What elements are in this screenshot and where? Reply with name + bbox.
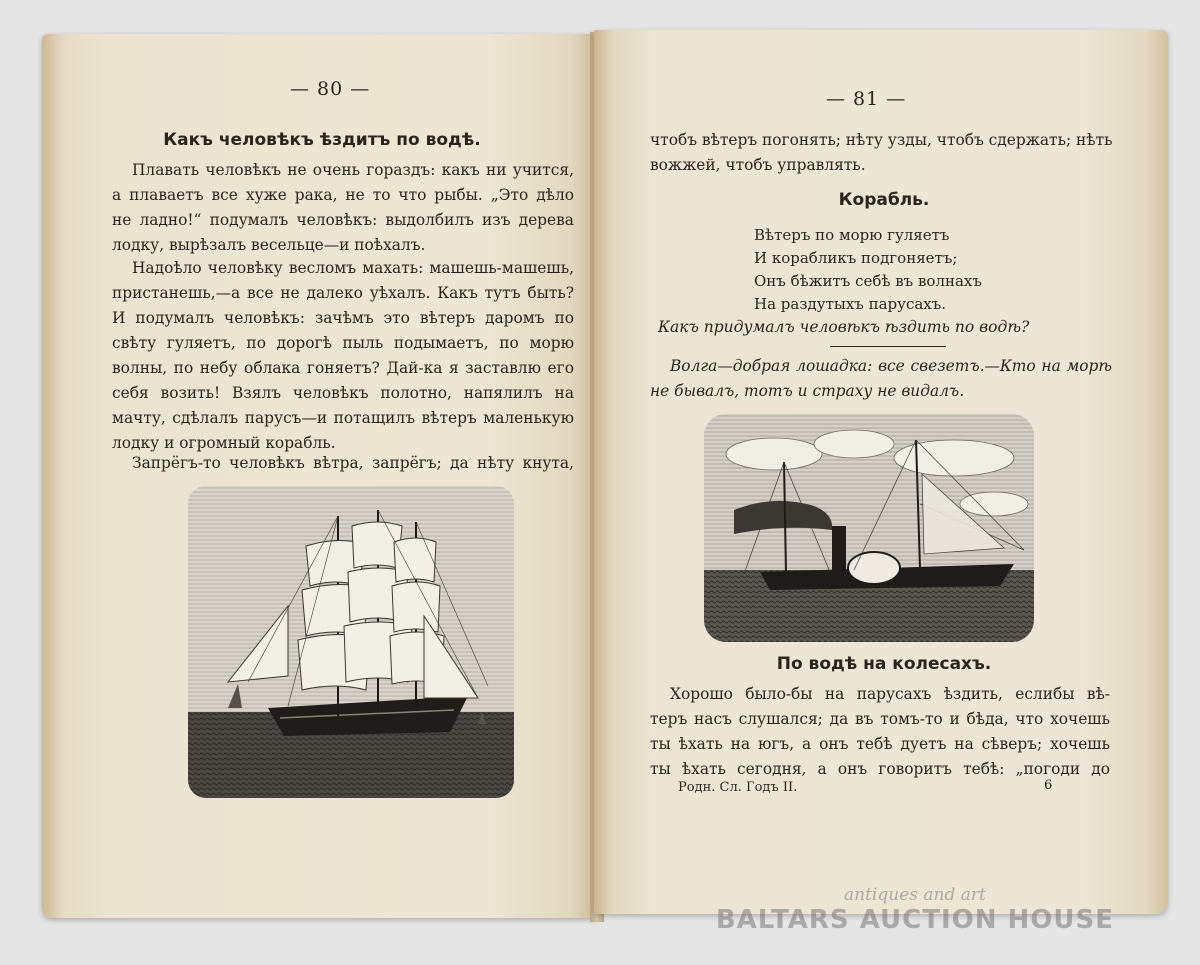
text-line: свѣту гуляетъ, по дорогѣ пыль подымаетъ, по морю bbox=[112, 334, 574, 352]
left-page bbox=[42, 34, 598, 918]
continuation-text bbox=[650, 128, 1113, 178]
proverb bbox=[650, 354, 1112, 404]
page-number-left: — 80 — bbox=[290, 78, 371, 100]
paragraph-2 bbox=[112, 256, 574, 456]
text-line: не ладно!“ подумалъ человѣкъ: выдолбилъ изъ дерева bbox=[112, 211, 574, 229]
text-line: вожжей, чтобъ управлять. bbox=[650, 156, 866, 174]
poem-line: Онъ бѣжитъ себѣ въ волнахъ bbox=[754, 272, 982, 290]
text-line: Запрёгъ-то человѣкъ вѣтра, запрёгъ; да нѣту кнута, bbox=[132, 454, 574, 472]
text-line: волны, по небу облака гоняетъ? Дай-ка я заставлю его bbox=[112, 359, 574, 377]
poem bbox=[754, 224, 982, 316]
divider bbox=[830, 346, 946, 347]
poem-line: На раздутыхъ парусахъ. bbox=[754, 295, 947, 313]
text-line: ты ѣхать на югъ, а онъ тебѣ дуетъ на сѣверъ; хочешь bbox=[650, 735, 1110, 753]
footer-sheet-number: 6 bbox=[1044, 778, 1053, 793]
text-line: лодку, вырѣзалъ весельце—и поѣхалъ. bbox=[112, 236, 426, 254]
heading-right: По водѣ на колесахъ. bbox=[776, 654, 992, 674]
paragraph-right bbox=[650, 682, 1110, 782]
auction-watermark bbox=[716, 885, 1114, 935]
sailing-ship-engraving bbox=[188, 486, 514, 798]
page-number-right: — 81 — bbox=[826, 88, 907, 110]
steamship-engraving bbox=[704, 414, 1034, 642]
poem-line: И корабликъ подгоняетъ; bbox=[754, 249, 958, 267]
text-line: чтобъ вѣтеръ погонять; нѣту узды, чтобъ сдержать; нѣть bbox=[650, 131, 1113, 149]
text-line: Волга—добрая лошадка: все свезетъ.—Кто на морѣ bbox=[670, 357, 1112, 375]
question-line: Какъ придумалъ человѣкъ ѣздить по водѣ? bbox=[658, 318, 1030, 336]
poem-line: Вѣтеръ по морю гуляетъ bbox=[754, 226, 950, 244]
text-line: Хорошо было-бы на парусахъ ѣздить, еслибы вѣ- bbox=[670, 685, 1110, 703]
right-page bbox=[594, 30, 1168, 914]
text-line: ты ѣхать сегодня, а онъ говоритъ тебѣ: „погоди до bbox=[650, 760, 1110, 778]
text-line: мачту, сдѣлалъ парусъ—и потащилъ вѣтеръ маленькую bbox=[112, 409, 574, 427]
open-book bbox=[34, 22, 1176, 927]
paragraph-3 bbox=[112, 451, 574, 476]
text-line: теръ насъ слушался; да въ томъ-то и бѣда, что хочешь bbox=[650, 710, 1110, 728]
text-line: а плаваетъ все хуже рака, не то что рыбы. „Это дѣло bbox=[112, 186, 574, 204]
footer-signature: Родн. Сл. Годъ II. bbox=[678, 780, 798, 795]
paragraph-1 bbox=[112, 158, 574, 258]
heading-left: Какъ человѣкъ ѣздитъ по водѣ. bbox=[163, 130, 481, 150]
text-line: себя возить! Взялъ человѣкъ полотно, напялилъ на bbox=[112, 384, 574, 402]
poem-title: Корабль. bbox=[838, 190, 930, 210]
text-line: Плавать человѣкъ не очень гораздъ: какъ ни учится, bbox=[132, 161, 574, 179]
watermark-tagline: antiques and art bbox=[844, 885, 986, 905]
watermark-brand: BALTARS AUCTION HOUSE bbox=[715, 905, 1114, 935]
text-line: пристанешь,—а все не далеко уѣхалъ. Какъ тутъ быть? bbox=[112, 284, 574, 302]
text-line: И подумалъ человѣкъ: зачѣмъ это вѣтеръ даромъ по bbox=[112, 309, 574, 327]
text-line: лодку и огромный корабль. bbox=[112, 434, 336, 452]
text-line: не бывалъ, тотъ и страху не видалъ. bbox=[650, 382, 965, 400]
text-line: Надоѣло человѣку весломъ махать: машешь-машешь, bbox=[132, 259, 574, 277]
